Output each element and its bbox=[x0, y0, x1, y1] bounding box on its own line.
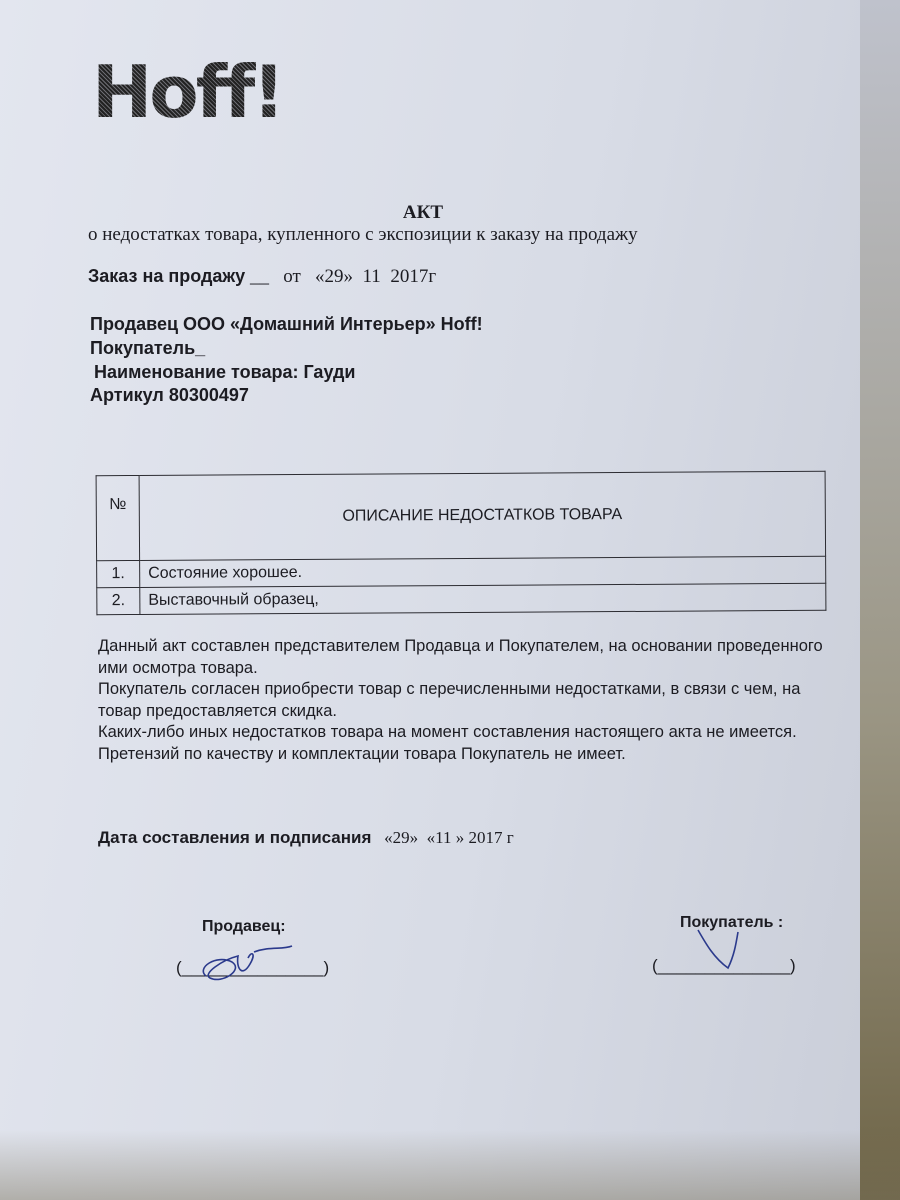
buyer-signature-icon bbox=[694, 926, 754, 976]
seller-line: Продавец ООО «Домашний Интерьер» Hoff! bbox=[90, 314, 483, 334]
body-text bbox=[98, 636, 843, 765]
row-number: 1. bbox=[97, 560, 140, 587]
date-line bbox=[98, 828, 514, 848]
order-label: Заказ на продажу bbox=[88, 266, 246, 286]
product-name-line: Наименование товара: Гауди bbox=[94, 362, 356, 382]
order-number-blank: __ bbox=[249, 266, 269, 287]
header-number: № bbox=[96, 475, 140, 560]
order-year: 2017г bbox=[390, 266, 437, 287]
buyer-line: Покупатель_ bbox=[90, 338, 206, 358]
background-shadow bbox=[860, 0, 900, 1200]
order-from: от bbox=[283, 266, 301, 287]
buyer-signature-line: (______________) bbox=[652, 956, 796, 975]
date-month: «11 » bbox=[426, 828, 465, 847]
body-paragraph: Покупатель согласен приобрести товар с перечисленными недостатками, в связи с чем, на товар предоставляется скидка. bbox=[98, 680, 801, 720]
body-paragraph: Претензий по качеству и комплектации товара Покупатель не имеет. bbox=[98, 744, 626, 763]
defects-table bbox=[96, 471, 827, 615]
article-line: Артикул 80300497 bbox=[90, 385, 249, 405]
document-title: АКТ bbox=[402, 202, 444, 223]
row-description: Состояние хорошее. bbox=[140, 556, 826, 587]
body-paragraph: Каких-либо иных недостатков товара на момент составления настоящего акта не имеется. bbox=[98, 723, 797, 741]
order-month: 11 bbox=[362, 266, 381, 287]
table-row bbox=[97, 583, 826, 614]
date-year: 2017 г bbox=[468, 828, 514, 847]
bottom-shadow bbox=[0, 1130, 900, 1200]
seller-signature-label: Продавец: bbox=[202, 918, 286, 935]
body-paragraph: Данный акт составлен представителем Продавца и Покупателем, на основании проведенного ими осмотра товара. bbox=[98, 637, 823, 677]
seller-signature-icon bbox=[192, 938, 302, 990]
order-line bbox=[88, 266, 436, 288]
row-description: Выставочный образец, bbox=[140, 583, 826, 614]
date-day: «29» bbox=[384, 828, 419, 847]
row-number: 2. bbox=[97, 587, 140, 614]
buyer-signature-label: Покупатель : bbox=[680, 914, 784, 931]
order-day: «29» bbox=[315, 266, 354, 287]
header-description: ОПИСАНИЕ НЕДОСТАТКОВ ТОВАРА bbox=[139, 471, 826, 560]
seller-signature-line: (_______________) bbox=[176, 958, 330, 977]
date-label: Дата составления и подписания bbox=[98, 828, 372, 847]
hoff-logo: Hoff! bbox=[92, 50, 283, 134]
table-header-row bbox=[96, 471, 826, 560]
document-subtitle: о недостатках товара, купленного с экспозиции к заказу на продажу bbox=[88, 224, 638, 245]
